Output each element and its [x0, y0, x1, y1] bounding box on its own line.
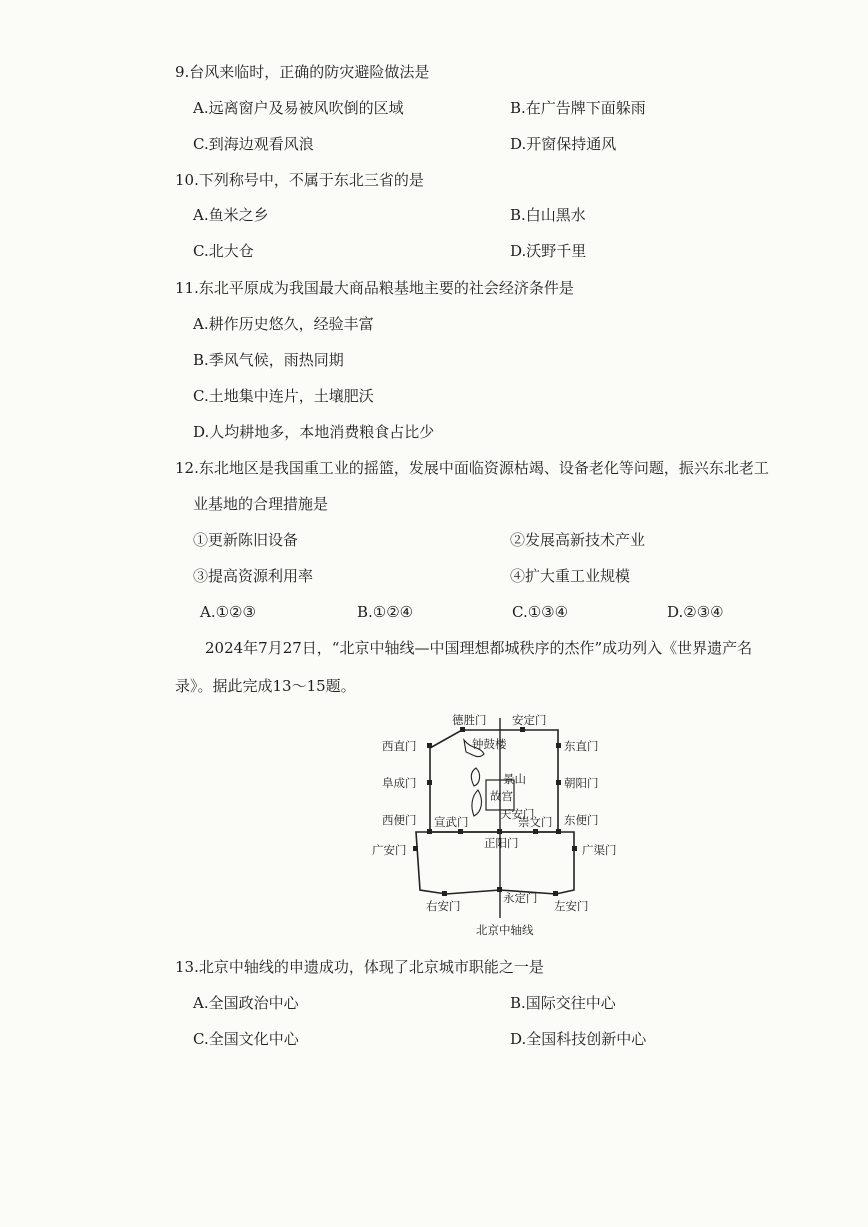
beijing-axis-map-svg [360, 708, 640, 948]
intro-line2: 录》。据此完成13～15题。 [175, 677, 356, 695]
q12-item-1: ①更新陈旧设备 [193, 531, 299, 549]
gate-chongwenmen: 崇文门 [518, 815, 553, 829]
q12-option-b: B.①②④ [357, 603, 414, 621]
q12-option-c: C.①③④ [512, 603, 569, 621]
gate-guangqumen: 广渠门 [582, 843, 617, 857]
gate-xizhimen: 西直门 [382, 739, 417, 753]
gate-yongdingmen: 永定门 [503, 891, 538, 905]
gate-guanganmen: 广安门 [372, 843, 407, 857]
q12-item-2: ②发展高新技术产业 [510, 531, 646, 549]
intro-line1: 2024年7月27日，“北京中轴线—中国理想都城秩序的杰作”成功列入《世界遗产名 [205, 639, 753, 657]
q11-option-a: A.耕作历史悠久，经验丰富 [193, 315, 374, 333]
q11-option-c: C.土地集中连片，土壤肥沃 [193, 387, 374, 405]
q11-stem: 11.东北平原成为我国最大商品粮基地主要的社会经济条件是 [175, 279, 574, 297]
map-caption: 北京中轴线 [476, 923, 534, 937]
gate-zuoanmen: 左安门 [554, 899, 589, 913]
lake-south [472, 790, 482, 816]
landmark-jingshan: 景山 [503, 772, 526, 786]
q13-stem: 13.北京中轴线的申遗成功，体现了北京城市职能之一是 [175, 958, 544, 976]
landmark-gugong: 故宫 [490, 789, 513, 803]
gate-xibianmen: 西便门 [382, 813, 417, 827]
gate-dongzhimen: 东直门 [564, 739, 599, 753]
q10-option-d: D.沃野千里 [510, 242, 587, 260]
q12-stem-line1: 12.东北地区是我国重工业的摇篮，发展中面临资源枯竭、设备老化等问题，振兴东北老工 [175, 459, 769, 477]
q13-option-c: C.全国文化中心 [193, 1030, 299, 1048]
q11-option-b: B.季风气候，雨热同期 [193, 351, 344, 369]
lake-middle [471, 768, 479, 786]
gate-xuanwumen: 宣武门 [434, 815, 469, 829]
gate-andingmen: 安定门 [512, 713, 547, 727]
landmark-zhonggulou: 钟鼓楼 [472, 737, 507, 751]
gate-youanmen: 右安门 [426, 899, 461, 913]
q9-option-b: B.在广告牌下面躲雨 [510, 99, 646, 117]
q12-item-3: ③提高资源利用率 [193, 567, 314, 585]
q10-option-a: A.鱼米之乡 [193, 206, 269, 224]
q10-option-c: C.北大仓 [193, 242, 254, 260]
q9-stem: 9.台风来临时，正确的防灾避险做法是 [175, 63, 430, 81]
q13-option-d: D.全国科技创新中心 [510, 1030, 647, 1048]
q10-stem: 10.下列称号中，不属于东北三省的是 [175, 171, 424, 189]
q12-option-d: D.②③④ [667, 603, 724, 621]
landmark-tiananmen: 天安门 [500, 807, 535, 821]
q9-option-a: A.远离窗户及易被风吹倒的区域 [193, 99, 404, 117]
beijing-axis-map [360, 708, 640, 948]
q13-option-a: A.全国政治中心 [193, 994, 299, 1012]
q11-option-d: D.人均耕地多，本地消费粮食占比少 [193, 423, 435, 441]
q10-option-b: B.白山黑水 [510, 206, 586, 224]
q9-option-c: C.到海边观看风浪 [193, 135, 314, 153]
gate-fuchengmen: 阜成门 [382, 776, 417, 790]
q13-option-b: B.国际交往中心 [510, 994, 616, 1012]
gate-zhengyangmen: 正阳门 [484, 836, 519, 850]
q12-item-4: ④扩大重工业规模 [510, 567, 631, 585]
gate-markers [413, 727, 577, 896]
q12-stem-line2: 业基地的合理措施是 [193, 495, 329, 513]
gate-chaoyangmen: 朝阳门 [564, 776, 599, 790]
q12-option-a: A.①②③ [200, 603, 256, 621]
q9-option-d: D.开窗保持通风 [510, 135, 617, 153]
gate-deshengmen: 德胜门 [452, 713, 487, 727]
gate-dongbianmen: 东便门 [564, 813, 599, 827]
